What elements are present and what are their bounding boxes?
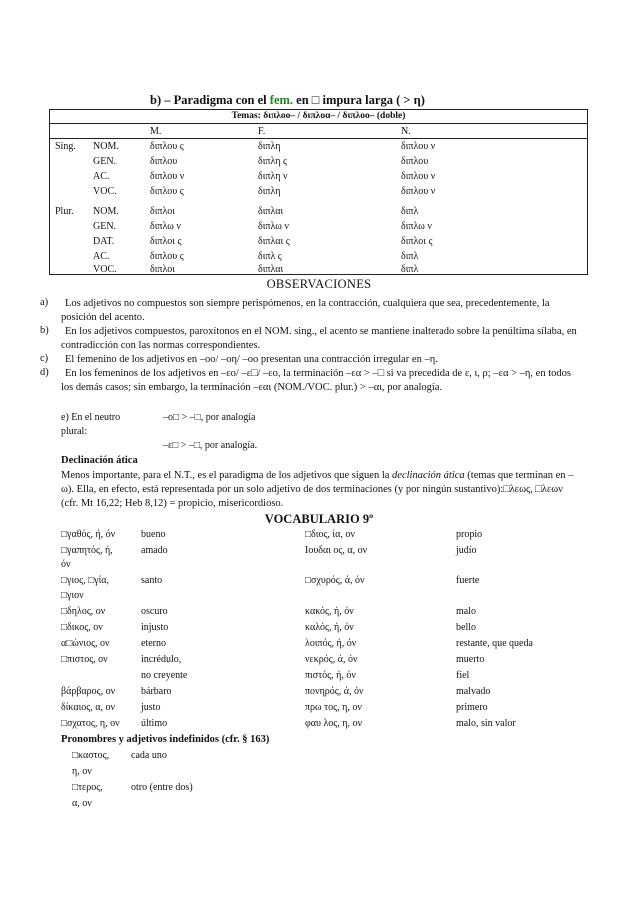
vocab-meaning-left: bueno bbox=[141, 529, 166, 540]
vocab-greek-right: πιστός, ή, όν bbox=[305, 670, 356, 681]
case-label: AC. bbox=[93, 171, 110, 182]
vocab-meaning-left: no creyente bbox=[141, 670, 188, 681]
vocab-meaning-left: oscuro bbox=[141, 606, 168, 617]
paradigm-table bbox=[49, 109, 588, 275]
case-label: GEN. bbox=[93, 221, 117, 232]
vocab-greek-left: δίκαιος, α, ον bbox=[61, 702, 116, 713]
case-label: VOC. bbox=[93, 186, 117, 197]
case-label: VOC. bbox=[93, 264, 117, 275]
form-n: διπλω ν bbox=[401, 221, 432, 232]
vocab-meaning-right: propio bbox=[456, 529, 483, 540]
obs-e-rule-1: –ο□ > –□, por analogía bbox=[163, 412, 256, 423]
pron-greek: α, ον bbox=[72, 798, 92, 809]
form-n: διπλου ν bbox=[401, 171, 436, 182]
vocab-greek-right: πρω τος, η, ον bbox=[305, 702, 362, 713]
vocab-meaning-right: malo bbox=[456, 606, 476, 617]
form-m: διπλω ν bbox=[150, 221, 181, 232]
form-n: διπλου ν bbox=[401, 186, 436, 197]
pron-meaning: cada uno bbox=[131, 750, 167, 761]
table-temas: Temas: διπλοο– / διπλοα– / διπλοο– (doble) bbox=[231, 111, 406, 121]
vocab-greek-right: κακός, ή, όν bbox=[305, 606, 354, 617]
pron-greek: η, ον bbox=[72, 766, 92, 777]
vocab-meaning-right: muerto bbox=[456, 654, 485, 665]
heading-post: en □ impura larga ( > η) bbox=[293, 93, 425, 107]
form-m: διπλου bbox=[150, 156, 178, 167]
vocab-greek-left: α□ώνιος, ον bbox=[61, 638, 110, 649]
form-f: διπλη ς bbox=[258, 156, 287, 167]
vocab-meaning-left: incrédulo, bbox=[141, 654, 182, 665]
case-label: DAT. bbox=[93, 236, 115, 247]
vocab-meaning-left: justo bbox=[141, 702, 161, 713]
form-f: διπλη bbox=[258, 186, 281, 197]
vocab-greek-right: καλός, ή, όν bbox=[305, 622, 354, 633]
vocab-greek-left: βάρβαρος, ον bbox=[61, 686, 116, 697]
vocab-meaning-right: fuerte bbox=[456, 575, 480, 586]
vocab-greek-right: Ιουδαι ος, α, ον bbox=[305, 545, 368, 556]
obs-e-rule-2: –ε□ > –□, por analogía. bbox=[163, 440, 258, 451]
form-n: διπλου ν bbox=[401, 141, 436, 152]
vocab-meaning-right: primero bbox=[456, 702, 488, 713]
vocab-greek-right: □διος, ία, ον bbox=[305, 529, 355, 540]
table-rule bbox=[50, 123, 587, 124]
vocab-greek-left: όν bbox=[61, 559, 71, 570]
form-f: διπλω ν bbox=[258, 221, 289, 232]
form-f: διπλη ν bbox=[258, 171, 288, 182]
form-f: διπλαι bbox=[258, 206, 284, 217]
obs-label-d: d) bbox=[40, 367, 49, 378]
paradigm-heading bbox=[150, 93, 425, 108]
atica-title: Declinación ática bbox=[61, 455, 138, 466]
col-header-n: N. bbox=[401, 126, 411, 137]
form-n: διπλ bbox=[401, 264, 419, 275]
col-header-m: M. bbox=[150, 126, 162, 137]
vocab-greek-left: □σχατος, η, ον bbox=[61, 718, 120, 729]
case-label: GEN. bbox=[93, 156, 117, 167]
form-m: διπλου ς bbox=[150, 141, 184, 152]
form-n: διπλ bbox=[401, 251, 419, 262]
vocab-meaning-right: judío bbox=[456, 545, 477, 556]
obs-paragraph-c: El femenino de los adjetivos en –οο/ –οη/ –οο presentan una contracción irregular en –η. bbox=[65, 354, 438, 365]
vocab-greek-right: πονηρός, ά, όν bbox=[305, 686, 364, 697]
case-label: NOM. bbox=[93, 141, 119, 152]
vocab-greek-left: □γαθός, ή, όν bbox=[61, 529, 116, 540]
plur-label: Plur. bbox=[55, 206, 74, 217]
vocab-greek-right: λοιπός, ή, όν bbox=[305, 638, 357, 649]
form-m: διπλοι bbox=[150, 264, 175, 275]
obs-label-a: a) bbox=[40, 297, 49, 308]
pron-greek: □τερος, bbox=[72, 782, 103, 793]
vocab-meaning-right: restante, que queda bbox=[456, 638, 533, 649]
form-f: διπλαι bbox=[258, 264, 284, 275]
atica-text-em: declinación ática bbox=[392, 470, 465, 481]
vocabulario-title: VOCABULARIO 9º bbox=[264, 512, 374, 526]
vocab-meaning-right: malvado bbox=[456, 686, 491, 697]
form-f: διπλαι ς bbox=[258, 236, 290, 247]
vocab-greek-left: □δηλος, ον bbox=[61, 606, 106, 617]
form-n: διπλ bbox=[401, 206, 419, 217]
sing-label: Sing. bbox=[55, 141, 76, 152]
heading-pre: b) – Paradigma con el bbox=[150, 93, 270, 107]
vocab-meaning-left: injusto bbox=[141, 622, 169, 633]
vocab-meaning-left: santo bbox=[141, 575, 163, 586]
vocab-greek-left: □πιστος, ον bbox=[61, 654, 108, 665]
case-label: AC. bbox=[93, 251, 110, 262]
vocab-meaning-left: amado bbox=[141, 545, 168, 556]
vocab-greek-left: □δικος, ον bbox=[61, 622, 103, 633]
form-m: διπλου ν bbox=[150, 171, 185, 182]
vocab-greek-left: □γιον bbox=[61, 590, 84, 601]
form-f: διπλη bbox=[258, 141, 281, 152]
obs-paragraph-a: Los adjetivos no compuestos son siempre perispómenos, en la contracción, cualquiera que sea, precedentemente, la posición del acento. bbox=[61, 298, 550, 323]
heading-fem: fem. bbox=[269, 93, 294, 107]
vocab-greek-right: φαυ λος, η, ον bbox=[305, 718, 363, 729]
vocab-meaning-right: bello bbox=[456, 622, 476, 633]
form-m: διπλοι ς bbox=[150, 236, 182, 247]
vocab-greek-left: □γιος, □γία, bbox=[61, 575, 109, 586]
atica-text-pre: Menos importante, para el N.T., es el paradigma de los adjetivos que siguen la bbox=[61, 470, 393, 481]
obs-paragraph-b: En los adjetivos compuestos, paroxítonos en el NOM. sing., el acento se mantiene inalterado sobre la penúltima sílaba, en contradicción con las normas correspondientes. bbox=[61, 326, 577, 351]
atica-paragraph bbox=[61, 469, 581, 511]
vocab-greek-right: □σχυρός, ά, όν bbox=[305, 575, 365, 586]
obs-label-e: e) En el neutro bbox=[61, 412, 121, 423]
obs-paragraph-d: En los femeninos de los adjetivos en –εο/ –ε□/ –εο, la terminación –εα > –□ si va precedida de ε, ι, ρ; –εα > –η, en todos los demás casos; sin embargo, la terminación –εαι (NOM./VOC. plur.) > –αι, por analogía. bbox=[61, 368, 571, 393]
obs-label-c: c) bbox=[40, 353, 49, 364]
obs-label-b: b) bbox=[40, 325, 49, 336]
vocab-meaning-right: malo, sin valor bbox=[456, 718, 516, 729]
vocab-meaning-left: bárbaro bbox=[141, 686, 172, 697]
table-rule-2 bbox=[50, 138, 587, 139]
vocab-meaning-left: eterno bbox=[141, 638, 166, 649]
form-m: διπλου ς bbox=[150, 186, 184, 197]
atica-text-post: (temas que terminan en –ω). Ella, en efecto, está representada por un solo adjetivo de dos terminaciones (y por ningún sustantivo):□λεως, □λεων (cfr. Mt 16,22; Heb 8,12) = propicio, misericordioso. bbox=[61, 470, 574, 509]
vocab-greek-right: νεκρός, ά, όν bbox=[305, 654, 358, 665]
obs-e-plural: plural: bbox=[61, 426, 88, 437]
form-m: διπλου ς bbox=[150, 251, 184, 262]
form-n: διπλου bbox=[401, 156, 429, 167]
vocab-meaning-left: último bbox=[141, 718, 168, 729]
pronombres-title: Pronombres y adjetivos indefinidos (cfr. § 163) bbox=[61, 734, 270, 745]
pron-meaning: otro (entre dos) bbox=[131, 782, 193, 793]
form-n: διπλοι ς bbox=[401, 236, 433, 247]
vocab-meaning-right: fiel bbox=[456, 670, 470, 681]
case-label: NOM. bbox=[93, 206, 119, 217]
form-m: διπλοι bbox=[150, 206, 175, 217]
form-f: διπλ ς bbox=[258, 251, 282, 262]
observaciones-title: OBSERVACIONES bbox=[266, 277, 372, 291]
vocab-greek-left: □γαπητός, ή, bbox=[61, 545, 113, 556]
col-header-f: F. bbox=[258, 126, 266, 137]
pron-greek: □καστος, bbox=[72, 750, 110, 761]
